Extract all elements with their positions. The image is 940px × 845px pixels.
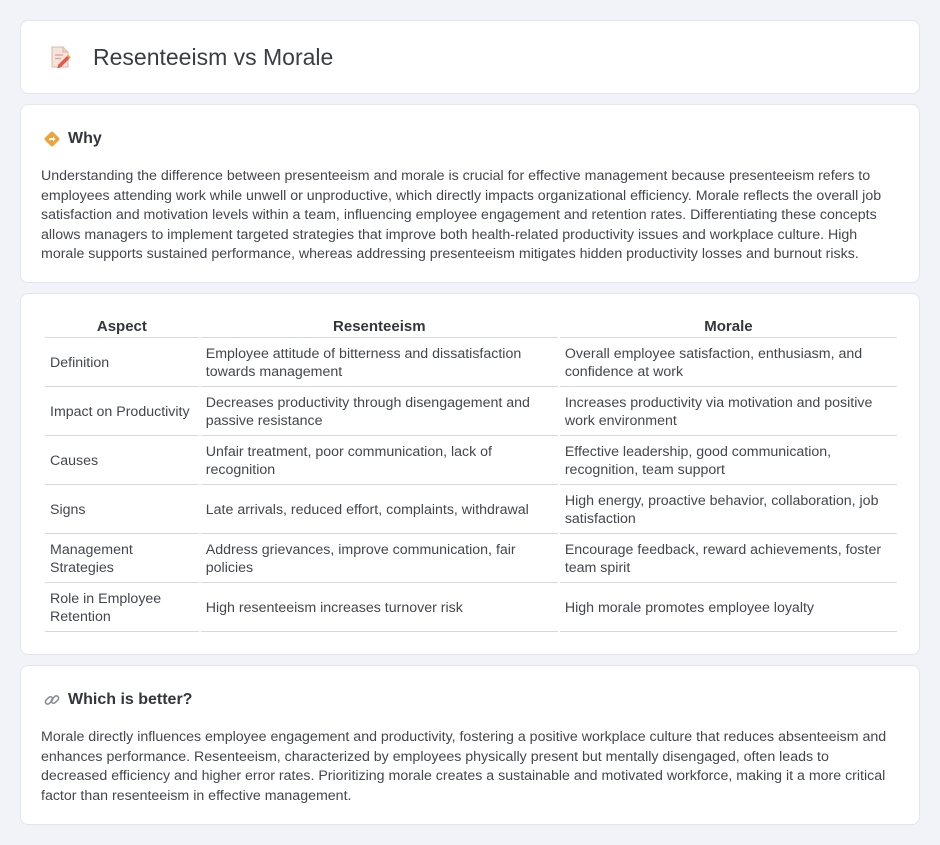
aspect-cell: Causes: [45, 438, 199, 485]
comparison-table: [43, 314, 899, 634]
table-row: [45, 536, 897, 583]
better-text: Morale directly influences employee engagement and productivity, fostering a positive workplace culture that reduces absenteeism and enhances performance. Resenteeism, characterized by employees physically present but mentally disengaged, often leads to decreased efficiency and higher error rates. Prioritizing morale creates a sustainable and motivated workforce, making it a more critical factor than resenteeism in effective management.: [41, 729, 887, 804]
morale-cell: Overall employee satisfaction, enthusiasm, and confidence at work: [560, 340, 897, 387]
aspect-cell: Role in Employee Retention: [45, 585, 199, 632]
morale-cell: High morale promotes employee loyalty: [560, 585, 897, 632]
why-text: Understanding the difference between presenteeism and morale is crucial for effective management because presenteeism refers to employees attending work while unwell or unproductive, which directly impacts organizational efficiency. Morale reflects the overall job satisfaction and motivation levels within a team, influencing employee engagement and retention rates. Differentiating these concepts allows managers to implement targeted strategies that improve both health-related productivity issues and workplace culture. High morale supports sustained performance, whereas addressing presenteeism mitigates hidden productivity losses and burnout risks.: [41, 168, 882, 263]
document-edit-icon: [47, 44, 73, 70]
table-row: [45, 585, 897, 632]
aspect-cell: Signs: [45, 487, 199, 534]
morale-cell: Effective leadership, good communication, recognition, team support: [560, 438, 897, 485]
morale-cell: Increases productivity via motivation and positive work environment: [560, 389, 897, 436]
better-heading: Which is better?: [68, 691, 193, 708]
resenteeism-cell: Late arrivals, reduced effort, complaints, withdrawal: [201, 487, 558, 534]
header-morale: Morale: [560, 316, 897, 338]
title-card: [20, 20, 920, 94]
resenteeism-cell: Address grievances, improve communication, fair policies: [201, 536, 558, 583]
header-resenteeism: Resenteeism: [201, 316, 558, 338]
table-row: [45, 438, 897, 485]
header-aspect: Aspect: [45, 316, 199, 338]
morale-cell: High energy, proactive behavior, collaboration, job satisfaction: [560, 487, 897, 534]
table-row: [45, 389, 897, 436]
resenteeism-cell: Employee attitude of bitterness and dissatisfaction towards management: [201, 340, 558, 387]
diamond-direction-icon: [43, 130, 61, 148]
better-card: [20, 665, 920, 825]
comparison-card: [20, 293, 920, 655]
table-header-row: [45, 316, 897, 338]
resenteeism-cell: High resenteeism increases turnover risk: [201, 585, 558, 632]
resenteeism-cell: Decreases productivity through disengagement and passive resistance: [201, 389, 558, 436]
why-heading: Why: [68, 130, 102, 147]
why-card: [20, 104, 920, 283]
title-row: [21, 21, 919, 93]
better-header: [21, 666, 919, 712]
table-row: [45, 487, 897, 534]
table-row: [45, 340, 897, 387]
link-icon: [43, 691, 61, 709]
morale-cell: Encourage feedback, reward achievements, foster team spirit: [560, 536, 897, 583]
why-header: [21, 105, 919, 151]
aspect-cell: Impact on Productivity: [45, 389, 199, 436]
resenteeism-cell: Unfair treatment, poor communication, lack of recognition: [201, 438, 558, 485]
aspect-cell: Definition: [45, 340, 199, 387]
page-title: Resenteeism vs Morale: [93, 43, 334, 70]
aspect-cell: Management Strategies: [45, 536, 199, 583]
